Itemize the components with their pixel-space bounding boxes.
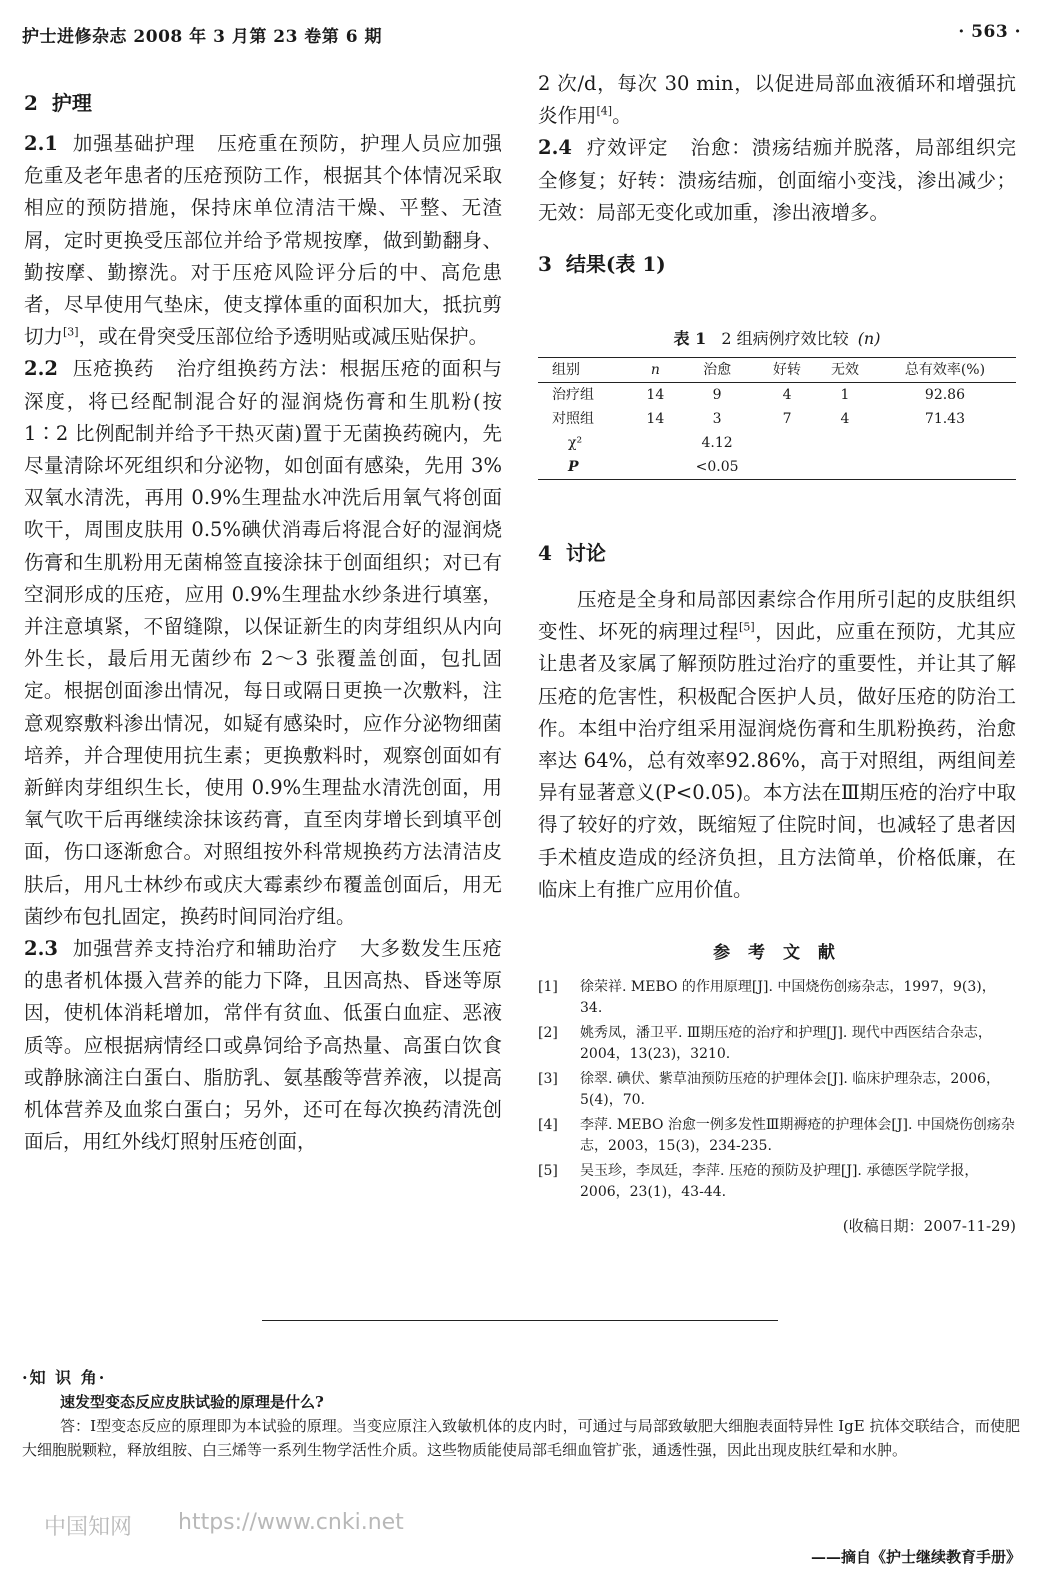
section-2-2-text: 治疗组换药方法：根据压疮的面积与深度，将已经配制混合好的湿润烧伤膏和生肌粉(按 1∶2 比例配制并给予干热灭菌)置于无菌换药碗内，先尽量清除坏死组织和分泌物，如创面有感染，先用 3%双氧水清洗，再用 0.9%生理盐水冲洗后用氧气将创面吹干，周围皮肤用 0.5%碘伏消毒后将混合好的湿润烧伤膏和生肌粉用无菌棉签直接涂抹于创面组织；对已有空洞形成的压疮，应用 0.9%生理盐水纱条进行填塞，并注意填紧，不留缝隙，以保证新生的肉芽组织从内向外生长，最后用无菌纱布 2～3 张覆盖创面，包扎固定。根据创面渗出情况，每日或隔日更换一次敷料，注意观察敷料渗出情况，如疑有感染时，应作分泌物细菌培养，并合理使用抗生素；更换敷料时，观察创面如有新鲜肉芽组织生长，使用 0.9%生理盐水清洗创面，用氧气吹干后再继续涂抹该药膏，直至肉芽增长到填平创面，伤口逐渐愈合。对照组按外科常规换药方法清洁皮肤后，用凡士林纱布或庆大霉素纱布覆盖创面后，用无菌纱布包扎固定，换药时间同治疗组。	[24, 357, 502, 928]
watermark-logo: 中国知网	[44, 1515, 133, 1540]
section-2-3	[24, 933, 502, 1158]
section-2-2-number: 2.2	[24, 357, 58, 381]
section-3-heading	[538, 249, 1016, 279]
reference-number: [5]	[538, 1163, 558, 1179]
reference-item	[538, 1115, 1016, 1157]
knowledge-source: ——摘自《护士继续教育手册》	[810, 1548, 1021, 1566]
table-caption-label: 表 1	[673, 329, 707, 348]
reference-text: 徐翠. 碘伏、紫草油预防压疮的护理体会[J]. 临床护理杂志，2006，5(4)，70.	[580, 1071, 1000, 1108]
table-cell: 4	[840, 411, 850, 427]
table-row	[538, 383, 1016, 408]
references-list	[538, 977, 1016, 1203]
table-header: n	[635, 358, 677, 383]
section-3-title: 结果(表 1)	[565, 252, 666, 277]
knowledge-answer: 答：Ⅰ型变态反应的原理即为本试验的原理。当变应原注入致敏机体的皮内时，可通过与局部致敏肥大细胞表面特异性 IgE 抗体交联结合，而使肥大细胞脱颗粒，释放组胺、白三烯等一系列生物学活性介质。这些物质能使局部毛细血管扩张，通透性强，因此出现皮肤红晕和水肿。	[22, 1417, 1020, 1459]
reference-item	[538, 1023, 1016, 1065]
section-2-1	[24, 128, 502, 353]
section-2-1-title: 加强基础护理	[71, 132, 196, 155]
table-cell: 71.43	[924, 411, 966, 427]
section-2-4-number: 2.4	[538, 136, 572, 160]
section-2-title: 护理	[51, 91, 92, 115]
discussion-text-b: ，因此，应重在预防，尤其应让患者及家属了解预防胜过治疗的重要性，并让其了解压疮的危害性，积极配合医护人员，做好压疮的防治工作。本组中治疗组采用湿润烧伤膏和生肌粉换药，治愈率达 64%，总有效率92.86%，高于对照组，两组间差异有显著意义(P<0.05)。本方法在Ⅲ期压疮的治疗中取得了较好的疗效，既缩短了住院时间，也减轻了患者因手术植皮造成的经济负担，且方法简单，价格低廉，在临床上有推广应用价值。	[538, 620, 1016, 901]
table-header: 治愈	[676, 358, 758, 383]
section-2-2-title: 压疮换药	[71, 357, 155, 381]
knowledge-question: 速发型变态反应皮肤试验的原理是什么?	[60, 1393, 324, 1411]
citation-4: [4]	[596, 104, 613, 118]
table-cell: 14	[646, 411, 665, 427]
knowledge-corner	[22, 1366, 1020, 1462]
knowledge-label: ·知 识 角·	[22, 1368, 107, 1387]
table-cell: 3	[712, 411, 722, 427]
table-header: 组别	[538, 358, 635, 383]
section-4-title: 讨论	[565, 541, 606, 565]
section-4-number: 4	[538, 541, 552, 565]
table-cell: 7	[782, 411, 792, 427]
journal-header: 护士进修杂志 2008 年 3 月第 23 卷第 6 期	[22, 27, 382, 47]
table-header: 总有效率(%)	[874, 358, 1016, 383]
left-column	[24, 88, 502, 1159]
table-cell: 对照组	[552, 411, 594, 427]
table-cell: 14	[646, 387, 665, 403]
reference-number: [4]	[538, 1117, 558, 1133]
citation-5: [5]	[739, 620, 755, 634]
table-caption-unit: (n)	[857, 329, 881, 348]
divider	[262, 1320, 778, 1321]
section-2-4-text: 治愈：溃疡结痂并脱落，局部组织完全修复；好转：溃疡结痂，创面缩小变浅，渗出减少；无效：局部无变化或加重，渗出液增多。	[538, 136, 1016, 224]
continuation-tail: 。	[612, 104, 632, 128]
references-section	[538, 938, 1016, 1236]
table-row	[538, 407, 1016, 431]
chi-value: 4.12	[701, 435, 733, 451]
section-3-number: 3	[538, 252, 552, 277]
reference-item	[538, 1161, 1016, 1203]
reference-text: 李萍. MEBO 治愈一例多发性Ⅲ期褥疮的护理体会[J]. 中国烧伤创疡杂志，2003，15(3)，234-235.	[580, 1117, 1015, 1154]
results-table	[538, 357, 1016, 480]
table-row-chi	[538, 431, 1016, 455]
table-caption	[538, 326, 1016, 349]
reference-text: 姚秀凤，潘卫平. Ⅲ期压疮的治疗和护理[J]. 现代中西医结合杂志，2004，13(23)，3210.	[580, 1025, 992, 1062]
right-column-top	[538, 68, 1016, 279]
right-column-discussion	[538, 538, 1016, 906]
reference-number: [1]	[538, 979, 558, 995]
table-cell: 治疗组	[552, 387, 594, 403]
table-caption-text: 2 组病例疗效比较	[721, 329, 849, 348]
section-2-1-tail: ，或在骨突受压部位给予透明贴或减压贴保护。	[78, 325, 489, 349]
p-label: P	[538, 455, 635, 480]
reference-number: [3]	[538, 1071, 558, 1087]
section-2-4	[538, 132, 1016, 229]
reference-text: 徐荣祥. MEBO 的作用原理[J]. 中国烧伤创疡杂志，1997，9(3)，34.	[580, 979, 996, 1016]
section-2-3-continued	[538, 68, 1016, 132]
table-row-p	[538, 455, 1016, 480]
table-1	[538, 326, 1016, 480]
section-2-number: 2	[24, 91, 38, 115]
section-2-1-number: 2.1	[24, 132, 58, 155]
section-2-4-title: 疗效评定	[585, 136, 669, 160]
reference-text: 吴玉珍，李凤廷，李萍. 压疮的预防及护理[J]. 承德医学院学报，2006，23(1)，43-44.	[580, 1163, 979, 1200]
table-header: 无效	[816, 358, 874, 383]
reference-item	[538, 1069, 1016, 1111]
section-2-heading	[24, 88, 502, 118]
section-2-3-text: 大多数发生压疮的患者机体摄入营养的能力下降，且因高热、昏迷等原因，使机体消耗增加，常伴有贫血、低蛋白血症、恶液质等。应根据病情经口或鼻饲给予高热量、高蛋白饮食或静脉滴注白蛋白、脂肪乳、氨基酸等营养液，以提高机体营养及血浆白蛋白；另外，还可在每次换药清洗创面后，用红外线灯照射压疮创面，	[24, 937, 502, 1154]
section-2-3-title: 加强营养支持治疗和辅助治疗	[71, 937, 339, 961]
reference-number: [2]	[538, 1025, 558, 1041]
table-cell: 4	[782, 387, 792, 403]
discussion-text-a: 压疮是全身和局部因素综合作用所引起的皮肤组织变性、坏死的病理过程	[538, 588, 1016, 644]
table-cell: 9	[712, 387, 722, 403]
received-date: (收稿日期：2007-11-29)	[842, 1217, 1016, 1235]
page-number: · 563 ·	[958, 22, 1021, 42]
section-4-heading	[538, 538, 1016, 568]
table-cell: 92.86	[924, 387, 966, 403]
table-header-row	[538, 358, 1016, 383]
references-title: 参 考 文 献	[713, 943, 841, 963]
p-value: <0.05	[676, 455, 758, 480]
watermark-url[interactable]: https://www.cnki.net	[178, 1510, 404, 1535]
table-cell: 1	[840, 387, 850, 403]
chi-label: χ²	[568, 435, 583, 451]
section-2-1-text: 压疮重在预防，护理人员应加强危重及老年患者的压疮预防工作，根据其个体情况采取相应的预防措施，保持床单位清洁干燥、平整、无渣屑，定时更换受压部位并给予常规按摩，做到勤翻身、勤按摩、勤擦洗。对于压疮风险评分后的中、高危患者，尽早使用气垫床，使支撑体重的面积加大，抵抗剪切力	[24, 132, 502, 349]
continuation-text: 2 次/d，每次 30 min，以促进局部血液循环和增强抗炎作用	[538, 72, 1016, 128]
section-2-3-number: 2.3	[24, 937, 58, 961]
citation-3: [3]	[63, 325, 79, 339]
reference-item	[538, 977, 1016, 1019]
discussion-paragraph	[538, 584, 1016, 906]
table-header: 好转	[758, 358, 816, 383]
section-2-2	[24, 353, 502, 933]
